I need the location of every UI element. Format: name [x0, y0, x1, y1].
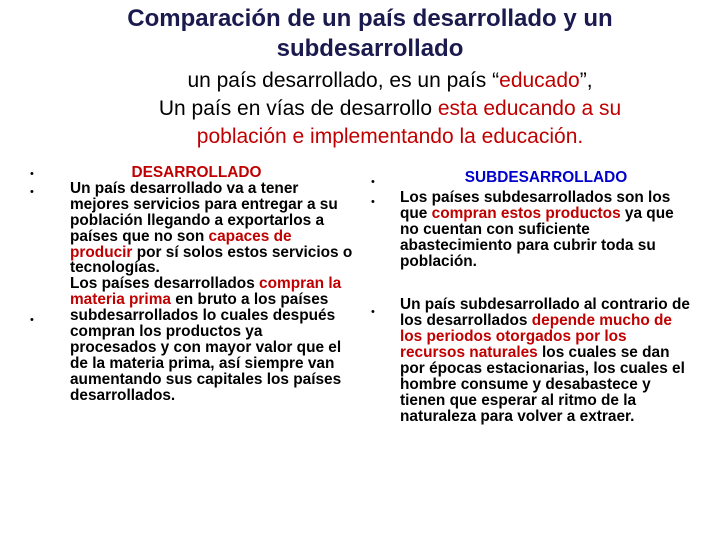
developed-column [70, 165, 353, 404]
developed-paragraph-2 [70, 276, 353, 403]
paragraph-text: en bruto a los países subdesarrollados lo cuales después compran los productos ya procesados y con mayor valor que el de la materia prima, así siempre van aumentando sus capitales los países desarrollados. [70, 291, 342, 404]
subtitle-text: Un país en vías de desarrollo [158, 97, 438, 120]
underdeveloped-column [400, 170, 692, 425]
paragraph-highlight: compran estos productos [431, 204, 621, 222]
underdeveloped-paragraph-2 [400, 297, 692, 424]
subtitle-highlight: población e implementando la educación. [196, 125, 584, 148]
bullet-icon: • [30, 186, 34, 198]
paragraph-text: Un país subdesarrollado al contrario de los desarrollados [400, 296, 690, 330]
subtitle-highlight: esta educando a su [437, 97, 622, 120]
subtitle-text: ”, [579, 69, 593, 92]
bullet-icon: • [30, 168, 34, 180]
paragraph-text: los cuales se dan por épocas estacionarias, los cuales el hombre consume y desabastece y tienen que esperar al ritmo de la naturaleza para volver a extraer. [400, 344, 685, 425]
underdeveloped-heading: SUBDESARROLLADO [464, 169, 628, 186]
paragraph-highlight: capaces de producir [70, 227, 292, 261]
bullet-icon: • [371, 306, 375, 318]
bullet-icon: • [371, 196, 375, 208]
paragraph-text: ya que no cuentan con suficiente abastecimiento para cubrir toda su población. [400, 204, 674, 270]
paragraph-highlight: compran la materia prima [70, 275, 342, 309]
underdeveloped-paragraph-1 [400, 190, 692, 270]
developed-paragraph-1 [70, 181, 353, 276]
paragraph-text: por sí solos estos servicios o tecnologías. [70, 243, 353, 277]
paragraph-text: Los países subdesarrollados son los que [400, 188, 671, 222]
slide-title: Comparación de un país desarrollado y un subdesarrollado [127, 5, 613, 62]
bullet-icon: • [30, 314, 34, 326]
paragraph-text: Los países desarrollados [70, 275, 260, 293]
slide-subtitle [100, 67, 680, 151]
developed-heading: DESARROLLADO [131, 164, 262, 181]
bullet-icon: • [371, 176, 375, 188]
subtitle-text: un país desarrollado, es un país “ [187, 69, 500, 92]
paragraph-highlight: depende mucho de los periodos otorgados por los recursos naturales [400, 312, 672, 362]
subtitle-highlight: educado [499, 69, 580, 92]
paragraph-text: Un país desarrollado va a tener mejores servicios para entregar a su población llegando a exportarlos a países que no son [70, 179, 338, 245]
